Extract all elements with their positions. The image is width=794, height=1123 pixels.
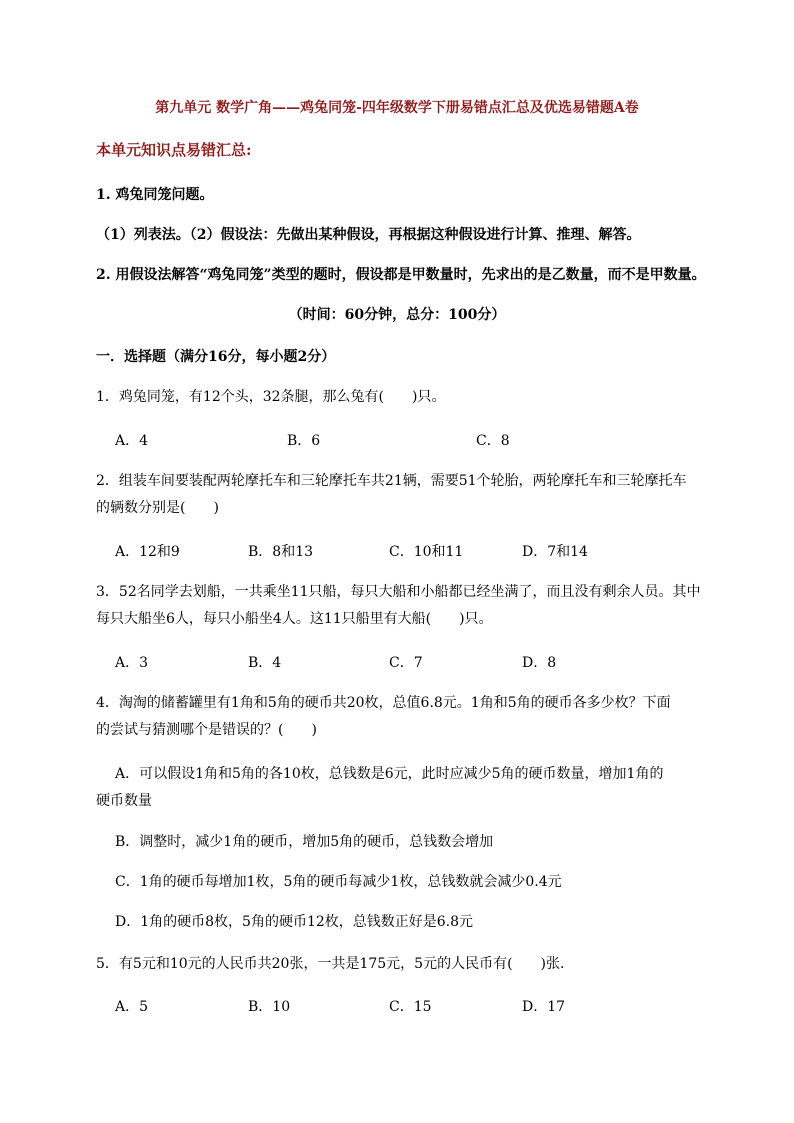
question-2-line-1: 2．组装车间要装配两轮摩托车和三轮摩托车共21辆，需要51个轮胎，两轮摩托车和三轮摩托车 (96, 473, 687, 489)
question-4-option-c: C．1角的硬币每增加1枚，5角的硬币每减少1枚，总钱数就会减少0.4元 (115, 874, 562, 890)
question-4-option-a-line-2: 硬币数量 (96, 793, 152, 809)
question-3-option-b: B．4 (248, 655, 282, 671)
question-3-option-c: C．7 (389, 655, 423, 671)
knowledge-point-1: 1. 鸡兔同笼问题。 (96, 187, 214, 203)
question-2-option-b: B．8和13 (248, 544, 314, 560)
question-2-option-a: A．12和9 (115, 544, 180, 560)
question-4-option-a-line-1: A．可以假设1角和5角的各10枚，总钱数是6元，此时应减少5角的硬币数量，增加1角的 (115, 766, 664, 782)
question-1-option-b: B．6 (287, 433, 321, 449)
question-1-option-a: A．4 (115, 433, 149, 449)
part-one-heading: 一．选择题（满分16分，每小题2分） (96, 349, 336, 365)
question-2-option-d: D．7和14 (522, 544, 588, 560)
question-5-option-a: A．5 (115, 999, 149, 1015)
question-5-option-b: B．10 (248, 999, 291, 1015)
question-1: 1．鸡兔同笼，有12个头，32条腿，那么兔有( )只。 (96, 389, 446, 405)
section-heading: 本单元知识点易错汇总: (96, 141, 252, 159)
question-4-option-d: D．1角的硬币8枚，5角的硬币12枚，总钱数正好是6.8元 (115, 914, 474, 930)
question-3-line-2: 每只大船坐6人，每只小船坐4人。这11只船里有大船( )只。 (96, 611, 493, 627)
question-2-option-c: C．10和11 (389, 544, 464, 560)
question-5: 5．有5元和10元的人民币共20张，一共是175元，5元的人民币有( )张． (96, 956, 574, 972)
time-info: （时间：60分钟，总分：100分） (288, 307, 506, 323)
question-1-option-c: C．8 (476, 433, 510, 449)
knowledge-point-2: 2. 用假设法解答“鸡兔同笼”类型的题时，假设都是甲数量时，先求出的是乙数量，而不是甲数量。 (96, 267, 706, 283)
question-4-line-1: 4．淘淘的储蓄罐里有1角和5角的硬币共20枚，总值6.8元。1角和5角的硬币各多少枚？下面 (96, 695, 671, 711)
question-3-line-1: 3．52名同学去划船，一共乘坐11只船，每只大船和小船都已经坐满了，而且没有剩余人员。其中 (96, 584, 701, 600)
question-4-line-2: 的尝试与猜测哪个是错误的？( ) (96, 722, 317, 738)
question-5-option-d: D．17 (522, 999, 566, 1015)
question-3-option-d: D．8 (522, 655, 557, 671)
question-2-line-2: 的辆数分别是( ) (96, 500, 219, 516)
question-4-option-b: B．调整时，减少1角的硬币，增加5角的硬币，总钱数会增加 (115, 834, 494, 850)
question-3-option-a: A．3 (115, 655, 149, 671)
knowledge-point-1-detail: （1）列表法。（2）假设法：先做出某种假设，再根据这种假设进行计算、推理、解答。 (96, 227, 641, 243)
document-title: 第九单元 数学广角——鸡兔同笼-四年级数学下册易错点汇总及优选易错题A卷 (155, 100, 639, 116)
question-5-option-c: C．15 (389, 999, 432, 1015)
